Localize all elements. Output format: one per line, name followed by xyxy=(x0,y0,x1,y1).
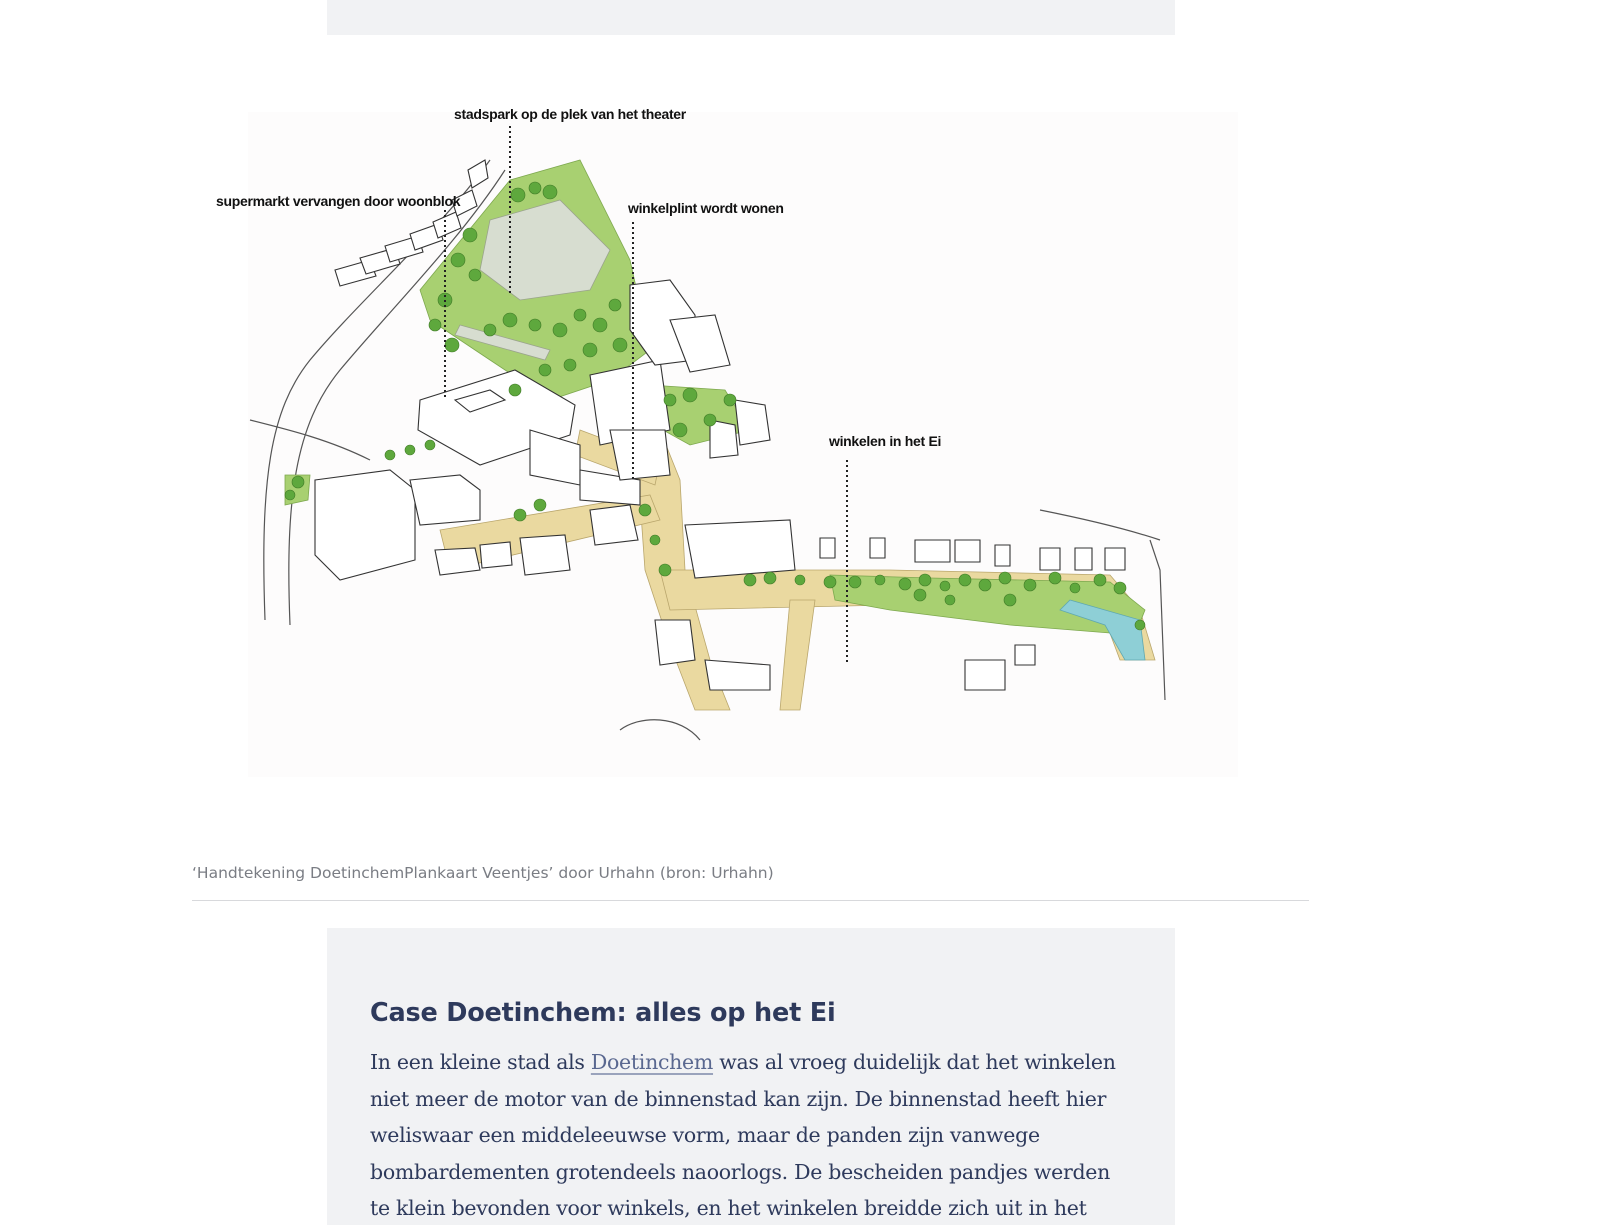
case-body-text: In een kleine stad als xyxy=(370,1050,591,1074)
case-body-line-3: weliswaar een middeleeuwse vorm, maar de panden zijn vanwege xyxy=(370,1123,1040,1147)
case-body-line-2: niet meer de motor van de binnenstad kan zijn. De binnenstad heeft hier xyxy=(370,1086,1107,1111)
label-winkelplint: winkelplint wordt wonen xyxy=(628,200,784,216)
case-body-line-1 xyxy=(370,1044,1130,1081)
caption-divider xyxy=(192,900,1309,901)
plan-illustration xyxy=(190,100,1310,790)
case-body-text: was al vroeg duidelijk dat het winkelen xyxy=(713,1050,1116,1074)
label-winkelen: winkelen in het Ei xyxy=(829,433,942,449)
case-panel xyxy=(327,928,1175,1225)
case-body-line-4: bombardementen grotendeels naoorlogs. De bescheiden pandjes werden xyxy=(370,1159,1111,1184)
case-body xyxy=(370,1044,1130,1225)
label-stadspark: stadspark op de plek van het theater xyxy=(454,106,686,122)
case-title: Case Doetinchem: alles op het Ei xyxy=(370,998,836,1028)
doetinchem-link[interactable]: Doetinchem xyxy=(590,1050,714,1074)
figure-caption: ‘Handtekening DoetinchemPlankaart Veentjes’ door Urhahn (bron: Urhahn) xyxy=(192,864,774,882)
previous-section-panel xyxy=(327,0,1175,35)
case-body-line-5: te klein bevonden voor winkels, en het winkelen breidde zich uit in het xyxy=(370,1196,1087,1220)
label-supermarkt: supermarkt vervangen door woonblok xyxy=(216,193,461,209)
